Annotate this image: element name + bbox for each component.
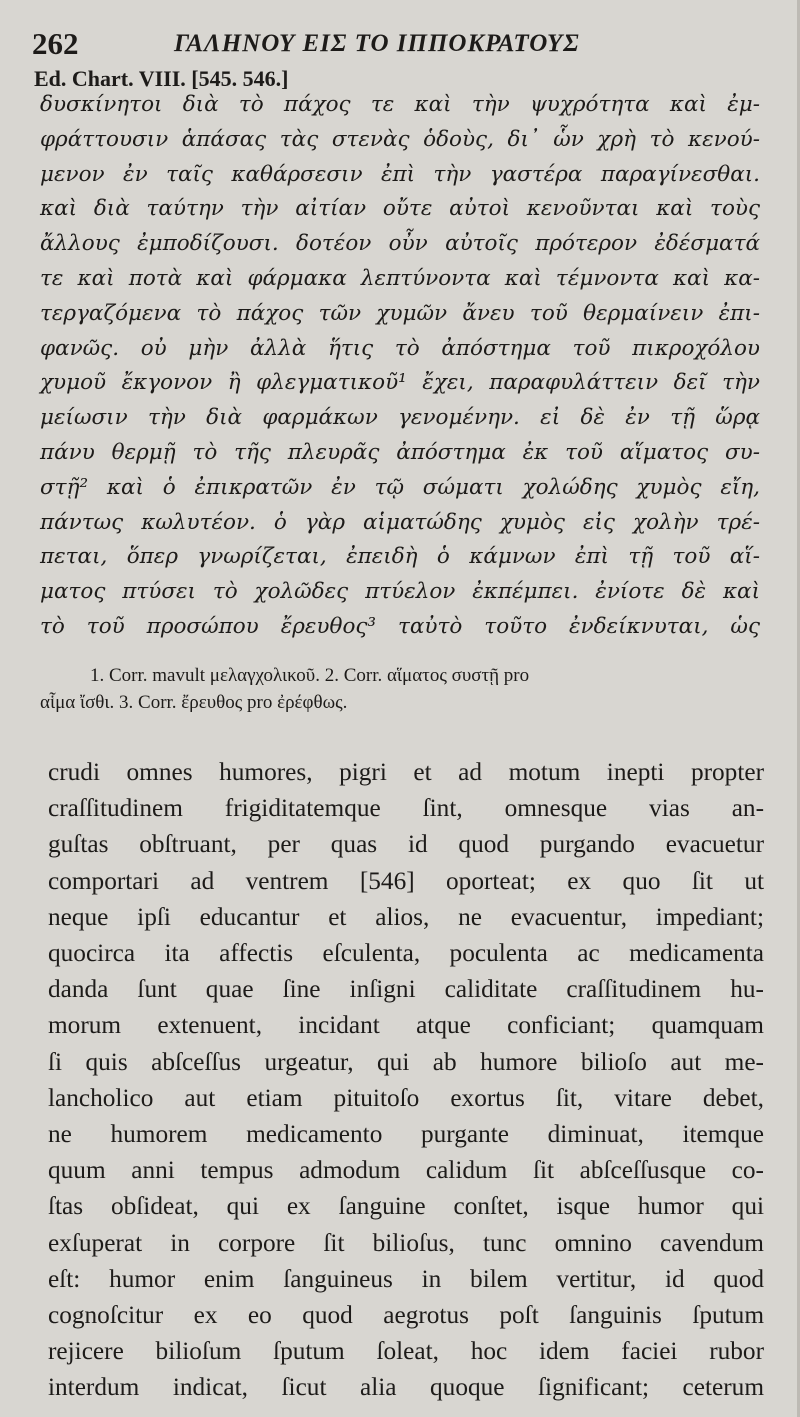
latin-line: lancholico aut etiam pituitoſo exortus ſit, vitare debet, — [48, 1083, 764, 1112]
greek-line: στῇ² καὶ ὁ ἐπικρατῶν ἐν τῷ σώματι χολώδης χυμὸς εἴη, — [40, 474, 760, 500]
latin-line: quum anni tempus admodum calidum ſit abſceſſusque co- — [48, 1156, 764, 1185]
latin-line: ne humorem medicamento purgante diminuat, itemque — [48, 1120, 764, 1149]
page-header — [32, 22, 768, 66]
latin-text-block — [48, 754, 764, 1406]
latin-line: eſt: humor enim ſanguineus in bilem vertitur, id quod — [48, 1264, 764, 1293]
footnote-line: 1. Corr. mavult μελαγχολικοῦ. 2. Corr. αἵματος συστῇ pro — [90, 665, 530, 686]
greek-line: φανῶς. οὐ μὴν ἀλλὰ ἥτις τὸ ἀπόστημα τοῦ πικροχόλου — [40, 335, 760, 361]
latin-line: morum extenuent, incidant atque conficiant; quamquam — [48, 1011, 764, 1040]
latin-line: crudi omnes humores, pigri et ad motum inepti propter — [48, 758, 764, 786]
page-number: 262 — [32, 26, 79, 61]
footnote-line: αἷμα ἴσθι. 3. Corr. ἔρευθος pro ἐρέφθως. — [40, 692, 348, 713]
latin-line: rejicere bilioſum ſputum ſoleat, hoc idem faciei rubor — [48, 1337, 764, 1366]
latin-line: danda ſunt quae ſine inſigni caliditate craſſitudinem hu- — [48, 975, 764, 1004]
latin-line: craſſitudinem frigiditatemque ſint, omnesque vias an- — [48, 794, 764, 823]
greek-line: φράττουσιν ἁπάσας τὰς στενὰς ὁδοὺς, δι᾽ ὧν χρὴ τὸ κενού- — [40, 126, 760, 152]
greek-text-block — [40, 88, 760, 645]
greek-line: ἄλλους ἐμποδίζουσι. δοτέον οὖν αὐτοῖς πρότερον ἐδέσματά — [40, 231, 760, 257]
latin-line: guſtas obſtruant, per quas id quod purgando evacuetur — [48, 830, 764, 859]
greek-line: καὶ διὰ ταύτην τὴν αἰτίαν οὔτε αὐτοὶ κενοῦνται καὶ τοὺς — [40, 196, 760, 222]
latin-line: quocirca ita affectis eſculenta, poculenta ac medicamenta — [48, 939, 764, 968]
edition-reference: Ed. Chart. VIII. [545. 546.] — [34, 66, 289, 91]
greek-line: τὸ τοῦ προσώπου ἔρευθος³ ταὐτὸ τοῦτο ἐνδείκνυται, ὡς — [40, 613, 760, 639]
greek-line: πάντως κωλυτέον. ὁ γὰρ αἱματώδης χυμὸς εἰς χολὴν τρέ- — [40, 509, 760, 535]
latin-line: exſuperat in corpore ſit bilioſus, tunc omnino cavendum — [48, 1228, 764, 1257]
latin-line: neque ipſi educantur et alios, ne evacuentur, impediant; — [48, 902, 764, 931]
greek-line: πάνυ θερμῇ τὸ τῆς πλευρᾶς ἀπόστημα ἐκ τοῦ αἵματος συ- — [40, 439, 760, 465]
greek-line: μείωσιν τὴν διὰ φαρμάκων γενομένην. εἰ δὲ ἐν τῇ ὥρᾳ — [40, 405, 760, 431]
greek-line: χυμοῦ ἔκγονον ἢ φλεγματικοῦ¹ ἔχει, παραφυλάττειν δεῖ τὴν — [40, 370, 760, 396]
greek-line: τε καὶ ποτὰ καὶ φάρμακα λεπτύνοντα καὶ τέμνοντα καὶ κα- — [40, 265, 760, 291]
latin-line: interdum indicat, ſicut alia quoque ſignificant; ceterum — [48, 1373, 764, 1402]
greek-line: πεται, ὅπερ γνωρίζεται, ἐπειδὴ ὁ κάμνων ἐπὶ τῇ τοῦ αἵ- — [40, 544, 760, 570]
latin-line: ſi quis abſceſſus urgeatur, qui ab humore bilioſo aut me- — [48, 1047, 764, 1076]
latin-line: cognoſcitur ex eo quod aegrotus poſt ſanguinis ſputum — [48, 1301, 764, 1330]
latin-line: ſtas obſideat, qui ex ſanguine conſtet, isque humor qui — [48, 1192, 764, 1221]
running-title: ΓΑΛΗΝΟΥ ΕΙΣ ΤΟ ΙΠΠΟΚΡΑΤΟΥΣ — [174, 30, 580, 57]
greek-line: μενον ἐν ταῖς καθάρσεσιν ἐπὶ τὴν γαστέρα παραγίνεσθαι. — [40, 161, 760, 187]
greek-line: δυσκίνητοι διὰ τὸ πάχος τε καὶ τὴν ψυχρότητα καὶ ἐμ- — [40, 92, 760, 117]
footnotes — [40, 662, 764, 716]
greek-line: τεργαζόμενα τὸ πάχος τῶν χυμῶν ἄνευ τοῦ θερμαίνειν ἐπι- — [40, 300, 760, 326]
latin-line: comportari ad ventrem [546] oporteat; ex quo ſit ut — [48, 866, 764, 895]
greek-line: ματος πτύσει τὸ χολῶδες πτύελον ἐκπέμπει. ἐνίοτε δὲ καὶ — [40, 579, 760, 605]
